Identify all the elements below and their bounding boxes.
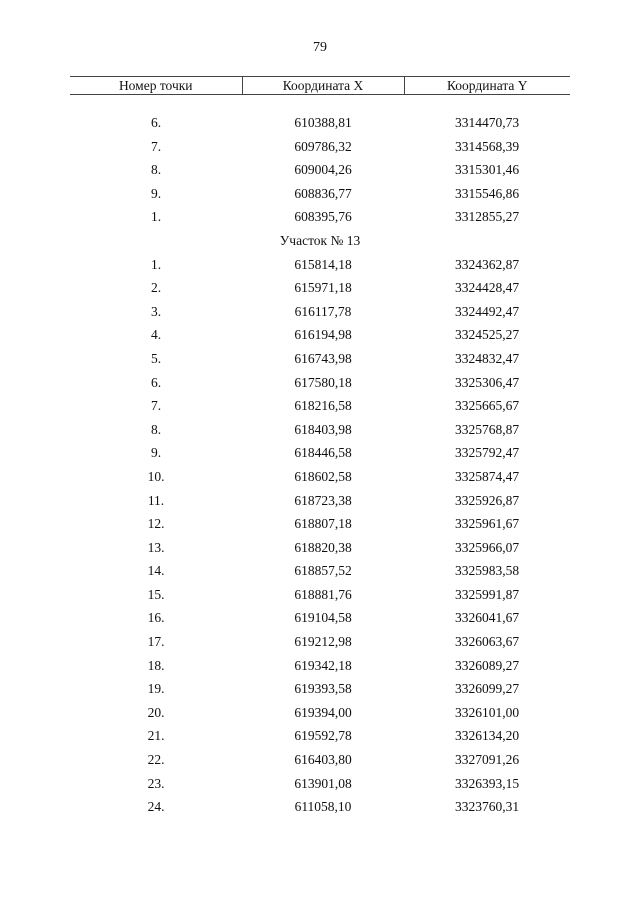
table-row: [70, 654, 570, 678]
cell-coordinate-x: 615814,18: [294, 256, 352, 272]
cell-coordinate-y: 3324428,47: [454, 280, 520, 296]
header-point-number: Номер точки: [70, 77, 242, 95]
table-row: [70, 677, 570, 701]
cell-coordinate-x: 609004,26: [294, 162, 352, 178]
cell-coordinate-x: 619212,98: [294, 634, 352, 650]
cell-coordinate-y: 3325966,07: [454, 539, 520, 555]
table-row: [70, 583, 570, 607]
cell-point-number: 11.: [147, 492, 165, 508]
cell-point-number: 22.: [147, 752, 165, 768]
cell-coordinate-x: 618602,58: [294, 468, 352, 484]
cell-coordinate-x: 619592,78: [294, 728, 352, 744]
cell-point-number: 4.: [150, 327, 162, 343]
cell-coordinate-x: 618820,38: [294, 539, 352, 555]
cell-coordinate-y: 3325874,47: [454, 468, 520, 484]
cell-coordinate-x: 616117,78: [294, 303, 352, 319]
cell-point-number: 3.: [150, 303, 162, 319]
table-row: [70, 276, 570, 300]
cell-coordinate-x: 616403,80: [294, 752, 352, 768]
cell-point-number: 20.: [147, 704, 165, 720]
cell-point-number: 1.: [150, 256, 162, 272]
cell-point-number: 9.: [150, 445, 162, 461]
cell-coordinate-y: 3324832,47: [454, 350, 520, 366]
cell-point-number: 10.: [147, 468, 165, 484]
cell-coordinate-y: 3326101,00: [454, 704, 520, 720]
cell-coordinate-y: 3325768,87: [454, 421, 520, 437]
cell-coordinate-x: 613901,08: [294, 775, 352, 791]
table-row: [70, 559, 570, 583]
cell-point-number: 15.: [147, 586, 165, 602]
cell-coordinate-y: 3326063,67: [454, 634, 520, 650]
cell-point-number: 18.: [147, 657, 165, 673]
table-row: [70, 111, 570, 135]
table-header-row: [70, 77, 570, 95]
cell-coordinate-y: 3323760,31: [454, 799, 520, 815]
table-row: [70, 418, 570, 442]
cell-coordinate-x: 608395,76: [294, 209, 352, 225]
cell-point-number: 17.: [147, 634, 165, 650]
cell-coordinate-x: 618446,58: [294, 445, 352, 461]
table-row: [70, 135, 570, 159]
table-row: [70, 347, 570, 371]
cell-coordinate-x: 617580,18: [294, 374, 352, 390]
cell-coordinate-y: 3326134,20: [454, 728, 520, 744]
table-row: [70, 630, 570, 654]
cell-coordinate-y: 3326099,27: [454, 681, 520, 697]
cell-coordinate-y: 3315546,86: [454, 185, 520, 201]
cell-point-number: 23.: [147, 775, 165, 791]
cell-point-number: 6.: [150, 115, 162, 130]
cell-point-number: 16.: [147, 610, 165, 626]
table-row: [70, 323, 570, 347]
cell-point-number: 24.: [147, 799, 165, 815]
cell-point-number: 13.: [147, 539, 165, 555]
table-row: [70, 489, 570, 513]
page-number: 79: [313, 40, 327, 55]
cell-point-number: 14.: [147, 563, 165, 579]
cell-coordinate-y: 3327091,26: [454, 752, 520, 768]
cell-coordinate-x: 611058,10: [294, 799, 352, 815]
cell-point-number: 6.: [150, 374, 162, 390]
cell-coordinate-y: 3324362,87: [454, 256, 520, 272]
cell-coordinate-x: 608836,77: [294, 185, 352, 201]
table-row: [70, 158, 570, 182]
cell-coordinate-y: 3326393,15: [454, 775, 520, 791]
header-coordinate-x: Координата X: [242, 77, 404, 95]
table-row: [70, 772, 570, 796]
table-row: [70, 300, 570, 324]
header-spacer: [70, 95, 570, 112]
table-row: [70, 182, 570, 206]
cell-coordinate-x: 619393,58: [294, 681, 352, 697]
section-heading: Участок № 13: [279, 232, 361, 248]
cell-coordinate-x: 610388,81: [294, 115, 352, 130]
cell-point-number: 12.: [147, 516, 165, 532]
cell-coordinate-y: 3325961,67: [454, 516, 520, 532]
table-row: [70, 606, 570, 630]
cell-point-number: 8.: [150, 421, 162, 437]
cell-coordinate-y: 3325792,47: [454, 445, 520, 461]
table-row: [70, 512, 570, 536]
cell-point-number: 5.: [150, 350, 162, 366]
table-row: [70, 701, 570, 725]
table-row: [70, 795, 570, 819]
cell-coordinate-y: 3325983,58: [454, 563, 520, 579]
table-row: [70, 536, 570, 560]
table-row: [70, 371, 570, 395]
cell-coordinate-y: 3326089,27: [454, 657, 520, 673]
cell-coordinate-x: 616194,98: [294, 327, 352, 343]
cell-point-number: 1.: [150, 209, 162, 225]
table-row: [70, 748, 570, 772]
cell-coordinate-y: 3325665,67: [454, 398, 520, 414]
cell-point-number: 19.: [147, 681, 165, 697]
cell-coordinate-x: 619104,58: [294, 610, 352, 626]
cell-coordinate-x: 618403,98: [294, 421, 352, 437]
cell-coordinate-y: 3326041,67: [454, 610, 520, 626]
cell-coordinate-y: 3314568,39: [454, 138, 520, 154]
table-row: [70, 465, 570, 489]
table-row: [70, 724, 570, 748]
header-coordinate-y: Координата Y: [404, 77, 570, 95]
table-body: [70, 95, 570, 819]
cell-coordinate-y: 3325991,87: [454, 586, 520, 602]
section-heading-row: [70, 229, 570, 253]
cell-coordinate-x: 618723,38: [294, 492, 352, 508]
cell-coordinate-y: 3312855,27: [454, 209, 520, 225]
table-row: [70, 253, 570, 277]
cell-coordinate-x: 618216,58: [294, 398, 352, 414]
cell-point-number: 2.: [150, 280, 162, 296]
cell-coordinate-x: 619394,00: [294, 704, 352, 720]
cell-coordinate-y: 3325306,47: [454, 374, 520, 390]
coordinates-table: [70, 76, 570, 819]
table-row: [70, 394, 570, 418]
table-row: [70, 205, 570, 229]
cell-coordinate-x: 619342,18: [294, 657, 352, 673]
cell-coordinate-x: 618881,76: [294, 586, 352, 602]
cell-coordinate-y: 3324525,27: [454, 327, 520, 343]
cell-coordinate-x: 615971,18: [294, 280, 352, 296]
cell-coordinate-x: 609786,32: [294, 138, 352, 154]
cell-coordinate-x: 616743,98: [294, 350, 352, 366]
cell-coordinate-y: 3325926,87: [454, 492, 520, 508]
cell-coordinate-y: 3315301,46: [454, 162, 520, 178]
cell-point-number: 7.: [150, 138, 162, 154]
cell-point-number: 21.: [147, 728, 165, 744]
cell-coordinate-y: 3324492,47: [454, 303, 520, 319]
cell-point-number: 7.: [150, 398, 162, 414]
table-row: [70, 441, 570, 465]
cell-point-number: 9.: [150, 185, 162, 201]
cell-point-number: 8.: [150, 162, 162, 178]
cell-coordinate-x: 618807,18: [294, 516, 352, 532]
cell-coordinate-y: 3314470,73: [454, 115, 520, 130]
cell-coordinate-x: 618857,52: [294, 563, 352, 579]
